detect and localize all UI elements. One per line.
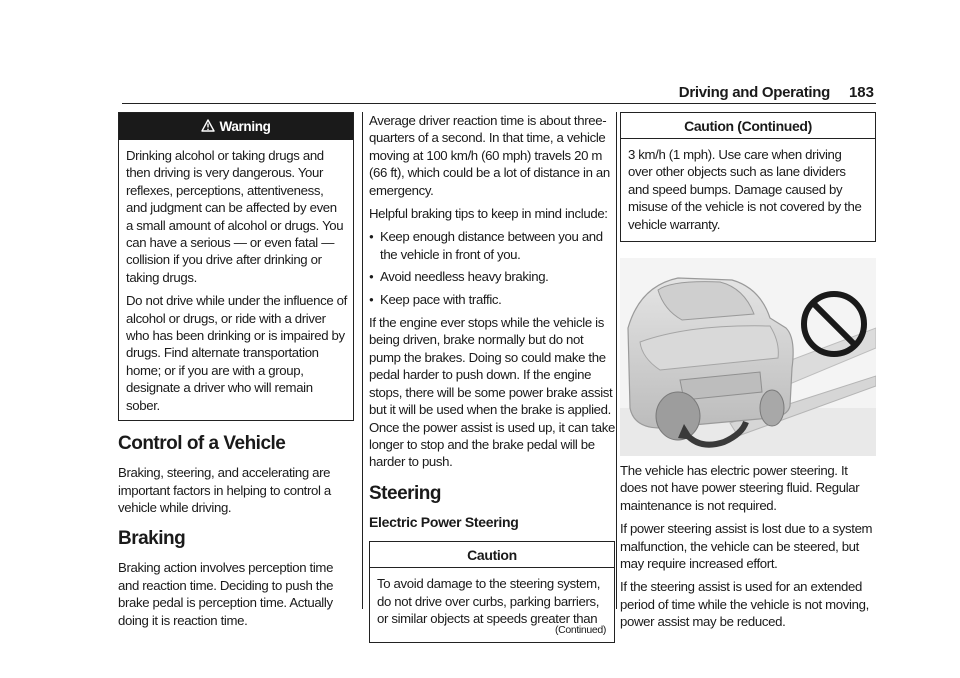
- braking-paragraph: Braking action involves perception time and reaction time. Deciding to push the brake pedal is perception time. Actually doing it is reaction time.: [118, 560, 334, 628]
- list-item: ● Avoid needless heavy braking.: [369, 268, 615, 285]
- warning-triangle-icon: [201, 114, 215, 141]
- column-3: [620, 112, 876, 637]
- heading-eps: Electric Power Steering: [369, 513, 519, 530]
- page-header: [122, 84, 876, 104]
- continued-label: (Continued): [554, 624, 606, 637]
- control-paragraph: Braking, steering, and accelerating are important factors in helping to control a vehicle while driving.: [118, 465, 331, 515]
- engine-stop-paragraph: If the engine ever stops while the vehicle is being driven, brake normally but do not pump the brakes. Doing so could make the pedal harder to push down. If the engine stops, there will be some power brake assist but it will be used when the brake is applied. Once the power assist is used up, it can take longer to stop and the brake pedal will be harder to push.: [369, 315, 615, 470]
- column-divider: [362, 112, 363, 609]
- tips-intro: Helpful braking tips to keep in mind include:: [369, 206, 608, 222]
- warning-box: [118, 112, 354, 421]
- column-2: [369, 112, 615, 643]
- reaction-paragraph: Average driver reaction time is about three-quarters of a second. In that time, a vehicle moving at 100 km/h (60 mph) travels 20 m (66 ft), which could be a lot of distance in an emergency.: [369, 113, 610, 198]
- eps-paragraph: The vehicle has electric power steering. It does not have power steering fluid. Regular maintenance is not required.: [620, 463, 860, 513]
- page-number: 183: [848, 84, 874, 101]
- column-1: [118, 112, 354, 635]
- list-item: ● Keep enough distance between you and the vehicle in front of you.: [369, 228, 615, 263]
- steering-illustration: [620, 258, 876, 456]
- warning-title: Warning: [219, 119, 271, 134]
- eps-paragraph: If the steering assist is used for an extended period of time while the vehicle is not moving, power assist may be reduced.: [620, 579, 869, 630]
- warning-body: [119, 140, 353, 420]
- heading-steering: Steering: [369, 482, 442, 504]
- caution-continued-header: Caution (Continued): [621, 113, 875, 139]
- caution-continued-box: [620, 112, 876, 242]
- caution-text: To avoid damage to the steering system, do not drive over curbs, parking barriers, or similar objects at speeds greater than: [377, 576, 601, 626]
- section-title: Driving and Operating: [678, 84, 830, 101]
- heading-control: Control of a Vehicle: [118, 433, 286, 455]
- list-item: ● Keep pace with traffic.: [369, 291, 615, 308]
- warning-paragraph: Drinking alcohol or taking drugs and then driving is very dangerous. Your reflexes, perceptions, attentiveness, and judgment can be affected by even a small amount of alcohol or drugs. You can have a serious — or even fatal — collision if you drive after drinking or taking drugs.: [126, 148, 344, 285]
- caution-continued-body: [621, 139, 875, 241]
- tips-list: [369, 228, 615, 308]
- caution-header: Caution: [370, 542, 614, 568]
- caution-continued-text: 3 km/h (1 mph). Use care when driving over other objects such as lane dividers and speed bumps. Damage caused by misuse of the vehicle is not covered by the vehicle warranty.: [628, 147, 862, 232]
- caution-body: [370, 568, 614, 642]
- eps-paragraph: If power steering assist is lost due to a system malfunction, the vehicle can be steered, but may require increased effort.: [620, 521, 873, 572]
- vehicle-curb-illustration: [620, 258, 876, 456]
- heading-braking: Braking: [118, 528, 186, 550]
- warning-paragraph: Do not drive while under the influence of alcohol or drugs, or ride with a driver who has been drinking or is impaired by drugs. Find alternate transportation home; or if you are with a group, designate a driver who will remain sober.: [126, 293, 347, 413]
- caution-box: [369, 541, 615, 643]
- warning-header: [119, 113, 353, 140]
- column-divider: [616, 112, 617, 609]
